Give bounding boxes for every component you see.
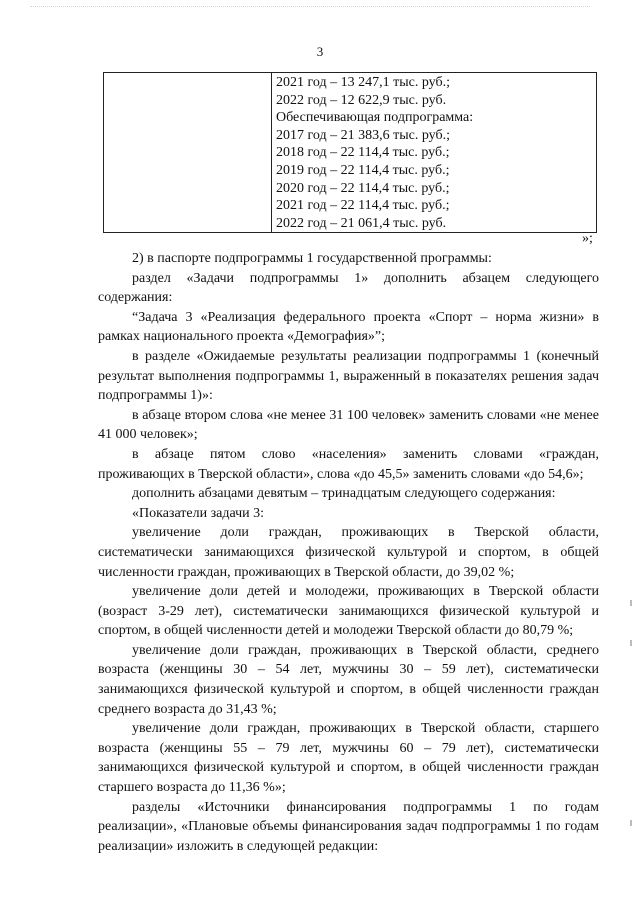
paragraph: разделы «Источники финансирования подпрограммы 1 по годам реализации», «Плановые объемы финансирования задач подпрограммы 1 по годам реализации» изложить в следующей редакции: xyxy=(98,799,599,854)
paragraph: дополнить абзацами девятым – тринадцатым следующего содержания: xyxy=(132,486,556,502)
paragraph: раздел «Задачи подпрограммы 1» дополнить абзацем следующего содержания: xyxy=(98,270,599,306)
paragraph: 2) в паспорте подпрограммы 1 государственной программы: xyxy=(132,251,492,266)
table-line: 2017 год – 21 383,6 тыс. руб.; xyxy=(276,127,450,143)
scan-artifact-line xyxy=(30,6,590,7)
financing-table xyxy=(103,72,597,233)
table-values-cell xyxy=(272,73,596,232)
paragraph: в абзаце втором слова «не менее 31 100 человек» заменить словами «не менее 41 000 человек»; xyxy=(98,407,599,443)
table-line: 2020 год – 22 114,4 тыс. руб.; xyxy=(276,180,450,196)
table-empty-cell xyxy=(104,73,272,232)
closing-quote-mark: »; xyxy=(582,231,593,246)
paragraph: увеличение доли граждан, проживающих в Тверской области, среднего возраста (женщины 30 – 54 лет, мужчины 30 – 59 лет), систематически занимающихся физической культурой и спортом, в общей численности граждан среднего возраста до 31,43 %; xyxy=(98,642,599,717)
paragraph: в абзаце пятом слово «населения» заменить словами «граждан, проживающих в Тверской области», слова «до 45,5» заменить словами «до 54,6»; xyxy=(98,446,599,482)
scan-edge-mark xyxy=(630,820,632,826)
scan-edge-mark xyxy=(630,640,632,646)
table-line: 2021 год – 22 114,4 тыс. руб.; xyxy=(276,198,450,214)
table-line: Обеспечивающая подпрограмма: xyxy=(276,110,474,126)
scan-edge-mark xyxy=(630,600,632,606)
page-number: 3 xyxy=(316,44,324,59)
table-line: 2022 год – 12 622,9 тыс. руб. xyxy=(276,92,447,108)
document-body xyxy=(98,249,599,856)
table-line: 2022 год – 21 061,4 тыс. руб. xyxy=(276,215,447,231)
paragraph: “Задача 3 «Реализация федерального проекта «Спорт – норма жизни» в рамках национального проекта «Демография»”; xyxy=(98,309,599,345)
paragraph: увеличение доли граждан, проживающих в Тверской области, старшего возраста (женщины 55 – 79 лет, мужчины 60 – 79 лет), систематически занимающихся физической культурой и спортом, в общей численности граждан старшего возраста до 11,36 %»; xyxy=(98,721,599,796)
paragraph: увеличение доли детей и молодежи, проживающих в Тверской области (возраст 3-29 лет), систематически занимающихся физической культурой и спортом, в общей численности детей и молодежи Тверской области до 80,79 %; xyxy=(98,584,599,639)
paragraph: «Показатели задачи 3: xyxy=(132,505,265,521)
table-line: 2018 год – 22 114,4 тыс. руб.; xyxy=(276,145,450,161)
paragraph: в разделе «Ожидаемые результаты реализации подпрограммы 1 (конечный результат выполнения подпрограммы 1, выраженный в показателях решения задач подпрограммы 1)»: xyxy=(98,348,599,404)
paragraph: увеличение доли граждан, проживающих в Тверской области, систематически занимающихся физической культурой и спортом, в общей численности граждан, проживающих в Тверской области, до 39,02 %; xyxy=(98,525,599,580)
table-line: 2019 год – 22 114,4 тыс. руб.; xyxy=(276,162,450,178)
table-line: 2021 год – 13 247,1 тыс. руб.; xyxy=(276,75,450,90)
